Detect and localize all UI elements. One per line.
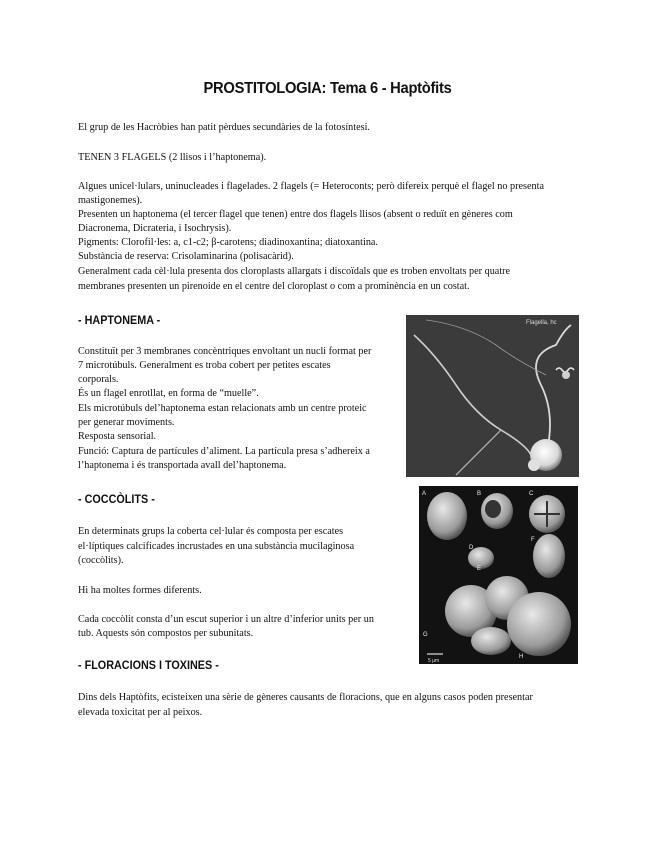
haptonema-heading: - HAPTONEMA - [78, 313, 161, 327]
panel-label-g: G [423, 632, 428, 638]
coccolits-line: Hi ha moltes formes diferents. [78, 585, 202, 596]
haptonema-line: Funció: Captura de partícules d’aliment. La partícula presa s’adhereix a [78, 446, 370, 457]
intro-line: Algues unicel·lulars, uninucleades i flagelades. 2 flagels (= Heteroconts; però difereix perquè el flagel no presenta [78, 181, 544, 192]
panel-label-d: D [469, 545, 474, 551]
intro-line: Presenten un haptonema (el tercer flagel que tenen) entre dos flagels llisos (absent o reduït en gèneres com [78, 209, 513, 220]
intro-line: Pigments: Clorofil·les: a, c1-c2; β-carotens; diadinoxantina; diatoxantina. [78, 237, 378, 248]
coccolits-line: tub. Aquests són compostos per subunitats. [78, 628, 254, 639]
intro-line: membranes presenten un pirenoide en el centre del cloroplast o com a prominència en un costat. [78, 281, 470, 292]
haptonema-line: per generar moviments. [78, 417, 175, 428]
floracions-line: elevada toxicitat per al peixos. [78, 707, 203, 718]
intro-paragraph-2: TENEN 3 FLAGELS (2 llisos i l’haptonema). [78, 152, 267, 163]
intro-line: Diacronema, Dicrateria, i Isochrysis). [78, 223, 232, 234]
panel-label-h: H [519, 654, 524, 660]
coccolits-line: Cada coccòlit consta d’un escut superior i un altre d’inferior units per un [78, 614, 374, 625]
coccolits-heading: - COCCÒLITS - [78, 492, 155, 506]
intro-line: Substància de reserva: Crisolaminarina (polisacàrid). [78, 251, 294, 262]
panel-label-b: B [477, 491, 482, 497]
coccolith-micrograph [419, 486, 578, 664]
haptonema-line: És un flagel enrotllat, en forma de “muelle”. [78, 388, 259, 399]
coccolits-line: En determinats grups la coberta cel·lular és composta per escates [78, 526, 344, 537]
intro-line: Generalment cada cèl·lula presenta dos cloroplasts allargats i discoïdals que es troben envoltats per quatre [78, 266, 511, 277]
floracions-heading: - FLORACIONS I TOXINES - [78, 658, 219, 672]
panel-label-a: A [422, 491, 427, 497]
haptonema-line: 7 microtúbuls. Generalment es troba cobert per petites escates [78, 360, 331, 371]
haptonema-micrograph [406, 315, 579, 477]
haptonema-line: Els microtúbuls del’haptonema estan relacionats amb un centre proteic [78, 403, 367, 414]
floracions-line: Dins dels Haptòfits, ecisteixen una sèrie de gèneres causants de floracions, que en alguns casos poden presentar [78, 692, 533, 703]
haptonema-line: corporals. [78, 374, 119, 385]
panel-label-c: C [529, 491, 534, 497]
coccolits-line: el·líptiques calcificades incrustades en una substància mucilaginosa [78, 541, 355, 552]
panel-label-e: E [477, 566, 482, 572]
scale-bar-label: 5 µm [428, 658, 440, 664]
haptonema-line: l’haptonema i és transportada avall del’haptonema. [78, 460, 287, 471]
intro-line: mastigonemes). [78, 195, 143, 206]
intro-paragraph-1: El grup de les Hacròbies han patit pèrdues secundàries de la fotosíntesi. [78, 122, 370, 133]
haptonema-line: Constituït per 3 membranes concèntriques envoltant un nucli format per [78, 346, 372, 357]
panel-label-f: F [531, 537, 535, 543]
coccolits-line: (coccòlits). [78, 555, 124, 566]
page-title: PROSTITOLOGIA: Tema 6 - Haptòfits [203, 80, 452, 97]
haptonema-line: Resposta sensorial. [78, 431, 157, 442]
micrograph-label: Flagella, hc [526, 320, 557, 326]
